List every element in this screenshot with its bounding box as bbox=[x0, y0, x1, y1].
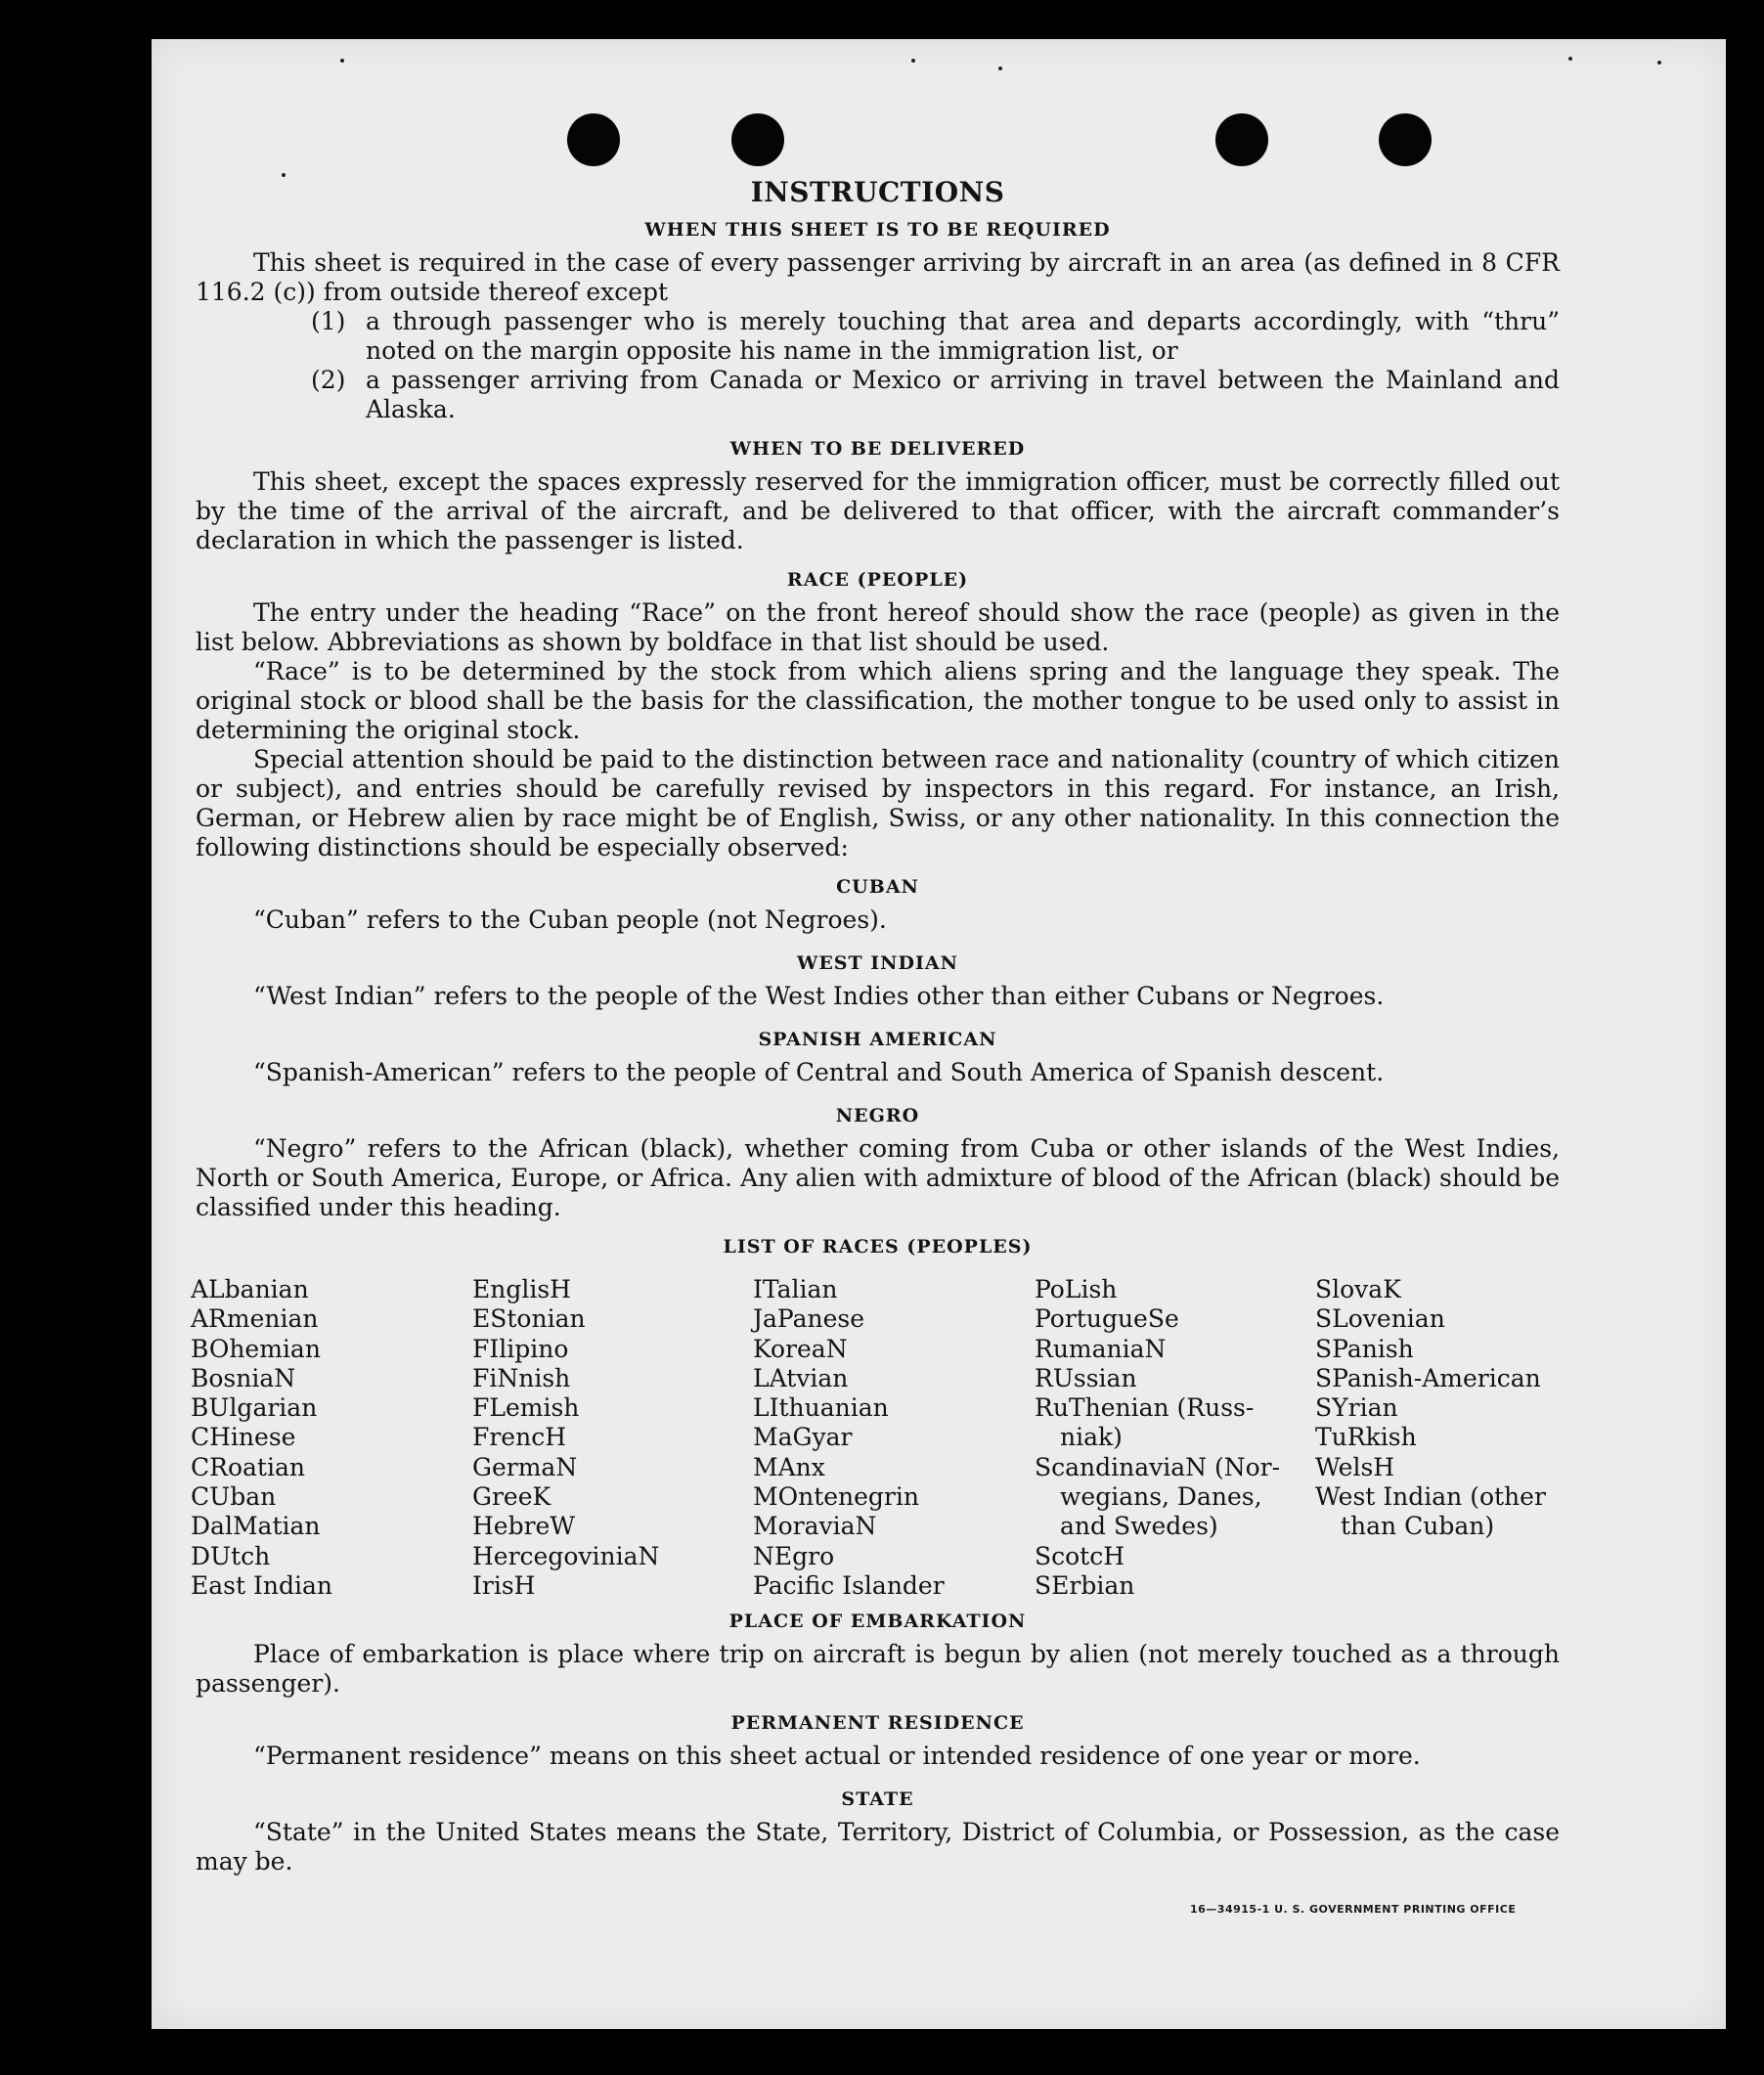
speck bbox=[340, 59, 344, 63]
printing-office-code: 16—34915-1 U. S. GOVERNMENT PRINTING OFFICE bbox=[1190, 1903, 1517, 1916]
race-entry: ALbanian bbox=[191, 1275, 309, 1303]
race-entry: EnglisH bbox=[472, 1275, 571, 1303]
race-entry-continuation: and Swedes) bbox=[1060, 1512, 1218, 1541]
paragraph-delivered: This sheet, except the spaces expressly reserved for the immigration officer, must be correctly filled out by the time of the arrival of the aircraft, and be delivered to that officer, with the aircraft commander’s declaration in which the passenger is listed. bbox=[196, 467, 1560, 554]
race-entry: BOhemian bbox=[191, 1334, 321, 1363]
race-entry: ITalian bbox=[753, 1275, 838, 1303]
speck bbox=[1568, 57, 1572, 61]
paragraph-race-3: Special attention should be paid to the distinction between race and nationality (country of which citizen or subject), and entries should be carefully revised by inspectors in this regard. For instance, an Irish, German, or Hebrew alien by race might be of English, Swiss, or any other nationality. In this connection the following distinctions should be especially observed: bbox=[196, 745, 1560, 861]
document-title: INSTRUCTIONS bbox=[750, 176, 1005, 208]
race-entry: DUtch bbox=[191, 1541, 271, 1570]
race-entry: ARmenian bbox=[191, 1304, 319, 1334]
race-entry: CRoatian bbox=[191, 1452, 305, 1481]
heading-required: WHEN THIS SHEET IS TO BE REQUIRED bbox=[644, 219, 1111, 241]
punch-hole bbox=[731, 113, 784, 166]
race-entry: DalMatian bbox=[191, 1512, 321, 1541]
race-entry: HercegoviniaN bbox=[472, 1541, 660, 1570]
race-entry: RumaniaN bbox=[1035, 1334, 1167, 1363]
race-entry: WelsH bbox=[1315, 1452, 1395, 1481]
paragraph-west-indian: “West Indian” refers to the people of the West Indies other than either Cubans or Negroes. bbox=[253, 982, 1385, 1010]
race-entry: CUban bbox=[191, 1482, 277, 1512]
speck bbox=[1657, 61, 1661, 65]
heading-race: RACE (PEOPLE) bbox=[786, 569, 969, 591]
race-entry: JaPanese bbox=[753, 1304, 865, 1334]
paragraph-race-2: “Race” is to be determined by the stock from which aliens spring and the language they speak. The original stock or blood shall be the basis for the classification, the mother tongue to be used only to assist in determining the original stock. bbox=[196, 657, 1560, 744]
race-entry: SlovaK bbox=[1315, 1275, 1401, 1303]
heading-negro: NEGRO bbox=[835, 1105, 920, 1126]
races-column-1 bbox=[191, 1275, 472, 1601]
race-entry: ScandinaviaN (Nor- bbox=[1035, 1452, 1281, 1481]
heading-delivered: WHEN TO BE DELIVERED bbox=[729, 438, 1026, 460]
punch-hole bbox=[1215, 113, 1268, 166]
item-number: (1) bbox=[311, 307, 346, 335]
heading-state: STATE bbox=[841, 1788, 914, 1811]
race-entry: BosniaN bbox=[191, 1363, 296, 1392]
race-entry: BUlgarian bbox=[191, 1393, 318, 1423]
paragraph-embarkation: Place of embarkation is place where trip on aircraft is begun by alien (not merely touched as a through passenger). bbox=[196, 1640, 1560, 1699]
race-entry: SErbian bbox=[1035, 1570, 1135, 1600]
race-entry: EStonian bbox=[472, 1304, 586, 1334]
race-entry: CHinese bbox=[191, 1423, 296, 1452]
speck bbox=[998, 66, 1002, 70]
race-entry: Pacific Islander bbox=[753, 1570, 945, 1600]
race-entry-continuation: niak) bbox=[1060, 1423, 1123, 1452]
race-entry: RuThenian (Russ- bbox=[1035, 1393, 1255, 1423]
race-entry: IrisH bbox=[472, 1570, 536, 1600]
race-entry: FiNnish bbox=[472, 1363, 571, 1392]
race-entry: NEgro bbox=[753, 1541, 835, 1570]
item-number: (2) bbox=[311, 366, 346, 394]
race-entry: RUssian bbox=[1035, 1363, 1137, 1392]
list-item bbox=[311, 307, 1560, 366]
race-entry: LIthuanian bbox=[753, 1393, 889, 1423]
punch-hole bbox=[1379, 113, 1432, 166]
heading-embarkation: PLACE OF EMBARKATION bbox=[728, 1611, 1027, 1633]
race-entry: FrencH bbox=[472, 1423, 566, 1452]
races-list bbox=[191, 1275, 1560, 1601]
race-entry: KoreaN bbox=[753, 1334, 848, 1363]
race-entry: GreeK bbox=[472, 1482, 551, 1512]
heading-residence: PERMANENT RESIDENCE bbox=[730, 1712, 1025, 1735]
race-entry: FIlipino bbox=[472, 1334, 569, 1363]
race-entry-continuation: wegians, Danes, bbox=[1060, 1482, 1262, 1512]
race-entry: TuRkish bbox=[1315, 1423, 1417, 1452]
heading-west-indian: WEST INDIAN bbox=[796, 952, 959, 974]
document-content bbox=[191, 174, 1560, 1876]
race-entry: FLemish bbox=[472, 1393, 580, 1423]
heading-list-of-races: LIST OF RACES (PEOPLES) bbox=[723, 1236, 1033, 1258]
race-entry: SYrian bbox=[1315, 1393, 1398, 1423]
race-entry: PortugueSe bbox=[1035, 1304, 1179, 1334]
heading-cuban: CUBAN bbox=[836, 876, 919, 898]
race-entry: MAnx bbox=[753, 1452, 825, 1481]
races-column-2 bbox=[472, 1275, 753, 1601]
paragraph-spanish-american: “Spanish-American” refers to the people of Central and South America of Spanish descent. bbox=[253, 1058, 1385, 1086]
race-entry: HebreW bbox=[472, 1512, 576, 1541]
race-entry: ScotcH bbox=[1035, 1541, 1125, 1570]
paragraph-required-intro: This sheet is required in the case of every passenger arriving by aircraft in an area (as defined in 8 CFR 116.2 (c)) from outside thereof except bbox=[196, 248, 1560, 306]
item-text: a through passenger who is merely touching that area and departs accordingly, with “thru” noted on the margin opposite his name in the immigration list, or bbox=[366, 307, 1560, 365]
race-entry: SLovenian bbox=[1315, 1304, 1445, 1334]
paragraph-cuban: “Cuban” refers to the Cuban people (not Negroes). bbox=[253, 905, 887, 934]
race-entry: GermaN bbox=[472, 1452, 578, 1481]
race-entry: MOntenegrin bbox=[753, 1482, 919, 1512]
race-entry: MoraviaN bbox=[753, 1512, 877, 1541]
heading-spanish-american: SPANISH AMERICAN bbox=[758, 1029, 997, 1050]
races-column-3 bbox=[753, 1275, 1035, 1601]
speck bbox=[911, 59, 915, 63]
race-entry: LAtvian bbox=[753, 1363, 849, 1392]
race-entry: MaGyar bbox=[753, 1423, 853, 1452]
item-text: a passenger arriving from Canada or Mexico or arriving in travel between the Mainland and Alaska. bbox=[366, 366, 1560, 423]
paragraph-residence: “Permanent residence” means on this sheet actual or intended residence of one year or more. bbox=[253, 1742, 1421, 1771]
race-entry: SPanish bbox=[1315, 1334, 1414, 1363]
paragraph-race-1: The entry under the heading “Race” on the front hereof should show the race (people) as given in the list below. Abbreviations as shown by boldface in that list should be used. bbox=[196, 598, 1560, 656]
race-entry: SPanish-American bbox=[1315, 1363, 1541, 1392]
punch-hole bbox=[567, 113, 620, 166]
paragraph-state: “State” in the United States means the State, Territory, District of Columbia, or Possession, as the case may be. bbox=[196, 1818, 1560, 1876]
race-entry: West Indian (other bbox=[1315, 1482, 1546, 1512]
race-entry-continuation: than Cuban) bbox=[1341, 1512, 1495, 1541]
paragraph-negro: “Negro” refers to the African (black), whether coming from Cuba or other islands of the West Indies, North or South America, Europe, or Africa. Any alien with admixture of blood of the African (black) should be classified under this heading. bbox=[196, 1134, 1560, 1221]
list-item bbox=[311, 366, 1560, 424]
race-entry: PoLish bbox=[1035, 1275, 1118, 1303]
races-column-5 bbox=[1315, 1275, 1589, 1601]
race-entry: East Indian bbox=[191, 1570, 332, 1600]
races-column-4 bbox=[1035, 1275, 1315, 1601]
